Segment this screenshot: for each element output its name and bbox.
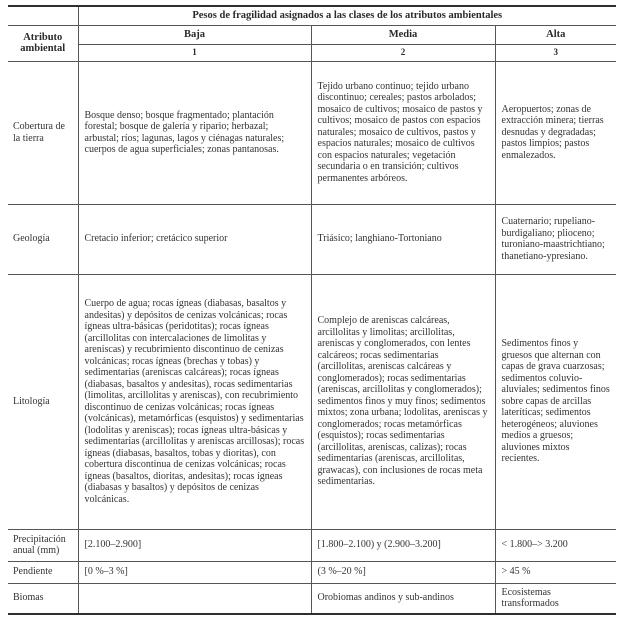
cell-baja: Bosque denso; bosque fragmentado; plantación forestal; bosque de galería y ripario; herbazal; arbustal; ríos; lagunas, lagos y ciénagas naturales; cuerpos de agua superficiales; zonas pantanosas. <box>78 61 311 204</box>
row-label: Precipitación anual (mm) <box>8 529 78 561</box>
cell-alta: < 1.800–> 3.200 <box>495 529 616 561</box>
fragility-weights-table <box>8 5 616 615</box>
cell-alta: Aeropuertos; zonas de extracción minera; tierras desnudas y degradadas; pastos limpios; pastos enmalezados. <box>495 61 616 204</box>
cell-media: [1.800–2.100) y (2.900–3.200] <box>311 529 495 561</box>
table-span-title: Pesos de fragilidad asignados a las clases de los atributos ambientales <box>78 6 616 25</box>
cell-media: Tejido urbano continuo; tejido urbano discontinuo; cereales; pastos arbolados; mosaico de cultivos; mosaico de pastos y cultivos; mosaico de pastos con espacios naturales; mosaico de cultivos, pastos y espacios naturales; mosaico de cultivos con espacios naturales; vegetación secundaria o en transición; cultivos permanentes arbóreos. <box>311 61 495 204</box>
row-label: Pendiente <box>8 561 78 583</box>
cell-media: Orobiomas andinos y sub-andinos <box>311 583 495 614</box>
row-label: Litología <box>8 274 78 529</box>
corner-empty-cell <box>8 6 78 25</box>
table-row-pendiente <box>8 561 616 583</box>
level-header-alta: Alta <box>495 25 616 44</box>
cell-baja: Cretacio inferior; cretácico superior <box>78 204 311 274</box>
row-label: Cobertura de la tierra <box>8 61 78 204</box>
cell-media: Triásico; langhiano-Tortoniano <box>311 204 495 274</box>
attribute-column-header: Atributo ambiental <box>8 25 78 61</box>
table-row-cobertura <box>8 61 616 204</box>
level-header-baja: Baja <box>78 25 311 44</box>
cell-media: Complejo de areniscas calcáreas, arcillolitas y limolitas; arcillolitas, areniscas y conglomerados, con lentes calcáreos; rocas sedimentarias (arcillolitas, areniscas calcáreas y conglomerados); rocas sedimentarias (areniscas, arcillolitas y conglomerados); sedimentos finos y muy finos; sedimentos mixtos; zona urbana; lodolitas, areniscas y conglomerados; rocas metamórficas (esquistos); rocas sedimentarias (arcillolitas, areniscas, calizas); rocas sedimentarias (areniscas, arcillolitas, grawacas), con inclusiones de rocas meta sedimentarias. <box>311 274 495 529</box>
table-row-precipitacion <box>8 529 616 561</box>
table-row-litologia <box>8 274 616 529</box>
cell-alta: > 45 % <box>495 561 616 583</box>
table-row-biomas <box>8 583 616 614</box>
weight-media: 2 <box>311 44 495 61</box>
cell-alta: Sedimentos finos y gruesos que alternan con capas de grava cuarzosas; sedimentos coluvio-aluviales; sedimentos finos sobre capas de arcillas lateríticas; sedimentos heterogéneos; aluviones medios a gruesos; aluviones mixtos recientes. <box>495 274 616 529</box>
cell-baja: Cuerpo de agua; rocas ígneas (diabasas, basaltos y andesitas) y depósitos de cenizas volcánicas; rocas ígneas ultra-básicas (peridotitas); rocas ígneas (arcillolitas con intercalaciones de limolitas y areniscas) y recubrimiento discontinuo de cenizas volcánicas; rocas ígneas (brechas y tobas) y sedimentarias (areniscas calcáreas); rocas ígneas (diabasas, basaltos y andesitas), rocas sedimentarias (limolitas, arcillolitas y areniscas), con recubrimiento discontinuo de cenizas volcánicas; rocas ígneas (volcánicas), metamórficas (esquistos) y sedimentarias (lodolitas y areniscas); rocas ígneas ultra-básicas y sedimentarias (arcillolitas y areniscas arcillosas); rocas ígneas (diabasas, basaltos, tobas y dioritas), con cobertura discontinua de cenizas volcánicas; rocas ígneas (basaltos, dioritas, andesitas); rocas ígneas (diabasas y basaltos) y depósitos de cenizas volcánicas. <box>78 274 311 529</box>
cell-baja: [0 %–3 %] <box>78 561 311 583</box>
row-label: Biomas <box>8 583 78 614</box>
table-row-geologia <box>8 204 616 274</box>
cell-baja <box>78 583 311 614</box>
cell-baja: [2.100–2.900] <box>78 529 311 561</box>
weight-alta: 3 <box>495 44 616 61</box>
cell-media: (3 %–20 %] <box>311 561 495 583</box>
cell-alta: Ecosistemas transformados <box>495 583 616 614</box>
weight-baja: 1 <box>78 44 311 61</box>
row-label: Geología <box>8 204 78 274</box>
cell-alta: Cuaternario; rupeliano-burdigaliano; plioceno; turoniano-maastrichtiano; thanetiano-ypresiano. <box>495 204 616 274</box>
level-header-media: Media <box>311 25 495 44</box>
